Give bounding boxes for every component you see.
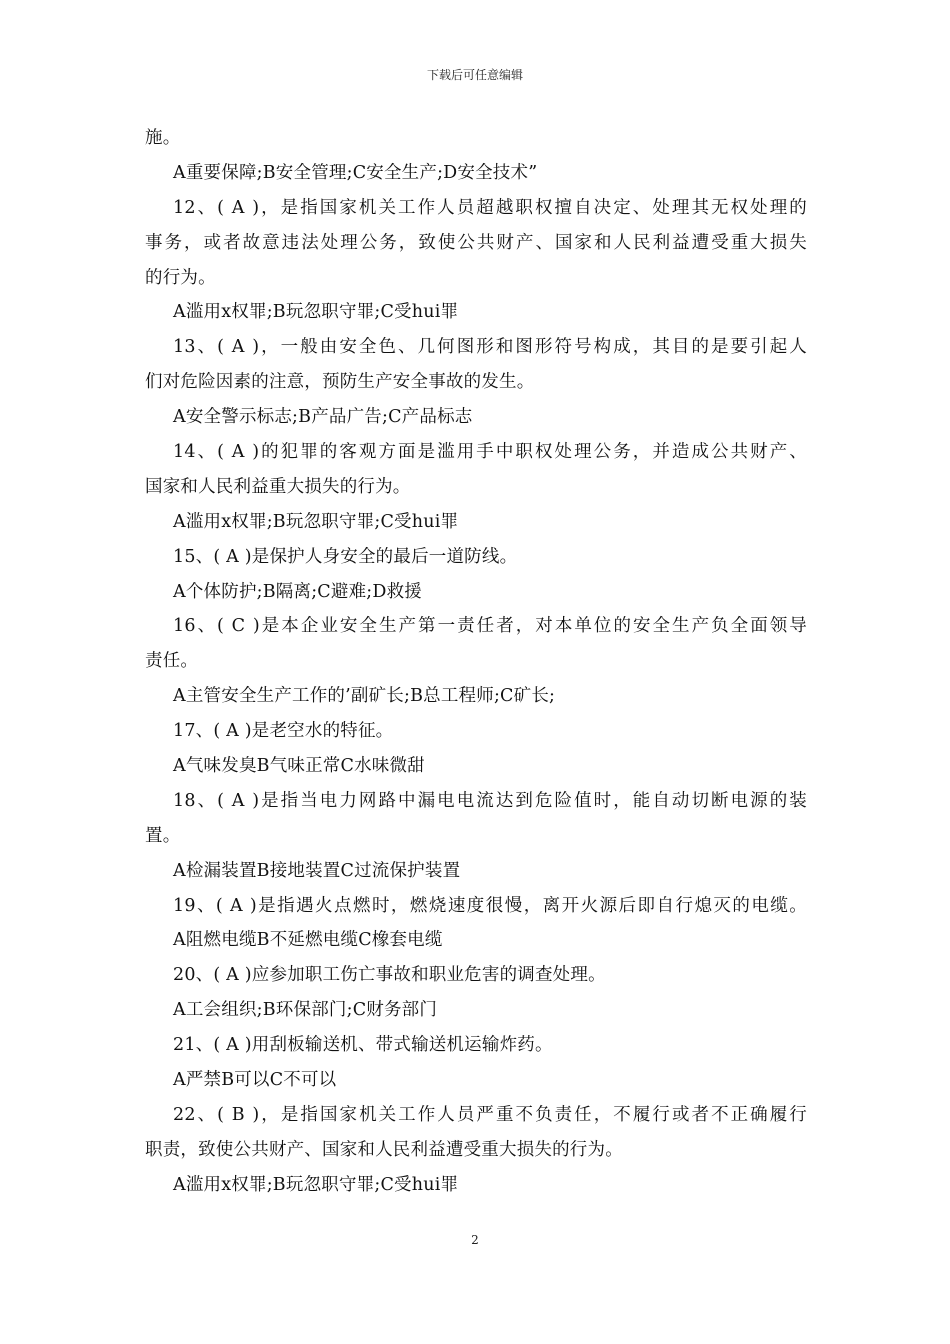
text-line: 责任。 bbox=[145, 651, 199, 672]
page-number: 2 bbox=[471, 1233, 479, 1247]
text-line: 施。 bbox=[145, 128, 181, 148]
text-line: A主管安全生产工作的’副矿长;B总工程师;C矿长; bbox=[173, 686, 556, 707]
text-line: A安全警示标志;B产品广告;C产品标志 bbox=[173, 407, 473, 428]
text-line: 12、( A )，是指国家机关工作人员超越职权擅自决定、处理其无权处理的 bbox=[173, 197, 807, 218]
page-header: 下载后可任意编辑 bbox=[426, 68, 523, 82]
text-line: 职责，致使公共财产、国家和人民利益遭受重大损失的行为。 bbox=[145, 1139, 623, 1160]
text-line: 21、( A )用刮板输送机、带式输送机运输炸药。 bbox=[173, 1035, 553, 1056]
text-line: A滥用x权罪;B玩忽职守罪;C受hui罪 bbox=[173, 1174, 459, 1195]
text-line: 们对危险因素的注意，预防生产安全事故的发生。 bbox=[145, 372, 535, 393]
text-line: 置。 bbox=[145, 825, 181, 846]
text-line: A严禁B可以C不可以 bbox=[173, 1070, 337, 1091]
text-line: A阻燃电缆B不延燃电缆C橡套电缆 bbox=[173, 930, 443, 951]
text-line: 22、( B )，是指国家机关工作人员严重不负责任，不履行或者不正确履行 bbox=[173, 1104, 807, 1125]
text-line: A检漏装置B接地装置C过流保护装置 bbox=[173, 860, 461, 881]
text-line: A气味发臭B气味正常C水味微甜 bbox=[173, 756, 425, 777]
text-line: 17、( A )是老空水的特征。 bbox=[173, 721, 394, 742]
text-line: 18、( A )是指当电力网路中漏电电流达到危险值时，能自动切断电源的装 bbox=[173, 790, 807, 811]
text-line: 事务，或者故意违法处理公务，致使公共财产、国家和人民利益遭受重大损失 bbox=[145, 232, 807, 253]
text-line: 16、( C )是本企业安全生产第一责任者，对本单位的安全生产负全面领导 bbox=[173, 616, 807, 637]
text-line: 20、( A )应参加职工伤亡事故和职业危害的调查处理。 bbox=[173, 965, 606, 986]
document-body bbox=[145, 121, 807, 1203]
text-line: 的行为。 bbox=[145, 267, 216, 288]
text-line: A滥用x权罪;B玩忽职守罪;C受hui罪 bbox=[173, 511, 459, 532]
text-line: A工会组织;B环保部门;C财务部门 bbox=[173, 1000, 438, 1021]
text-line: 国家和人民利益重大损失的行为。 bbox=[145, 476, 411, 497]
text-line: A滥用x权罪;B玩忽职守罪;C受hui罪 bbox=[173, 302, 459, 323]
text-line: 14、( A )的犯罪的客观方面是滥用手中职权处理公务，并造成公共财产、 bbox=[173, 442, 807, 463]
text-line: 19、( A )是指遇火点燃时，燃烧速度很慢，离开火源后即自行熄灭的电缆。 bbox=[173, 895, 807, 916]
text-line: 13、( A )，一般由安全色、几何图形和图形符号构成，其目的是要引起人 bbox=[173, 337, 807, 358]
text-line: A重要保障;B安全管理;C安全生产;D安全技术” bbox=[173, 162, 538, 183]
text-line: A个体防护;B隔离;C避难;D救援 bbox=[173, 581, 423, 602]
text-line: 15、( A )是保护人身安全的最后一道防线。 bbox=[173, 546, 518, 567]
